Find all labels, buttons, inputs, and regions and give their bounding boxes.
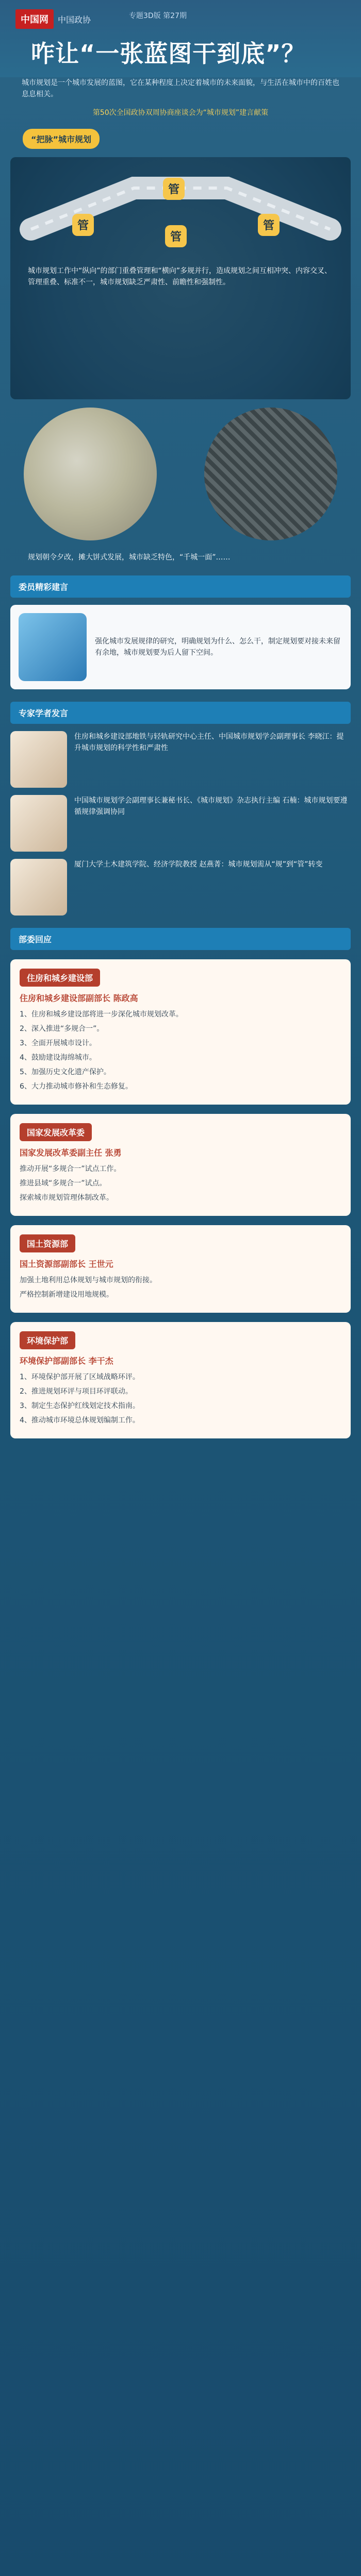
pipe-badge-center: 管 bbox=[165, 225, 187, 247]
brand-name: 中国政协 bbox=[58, 14, 91, 25]
pipe-badge-right: 管 bbox=[258, 214, 280, 236]
dept-item: 3、制定生态保护红线划定技术指南。 bbox=[20, 1402, 140, 1410]
dept-item: 探索城市规划管理体制改革。 bbox=[20, 1194, 113, 1202]
subtitle: 第50次全国政协双周协商座谈会为“城市规划”建言献策 bbox=[92, 109, 269, 117]
road-caption: 规划朝令夕改，摊大饼式发展，城市缺乏特色，“千城一面”…… bbox=[28, 553, 231, 562]
expert-item bbox=[10, 859, 351, 916]
dept-card-ndrc bbox=[10, 1114, 351, 1216]
header bbox=[0, 0, 361, 77]
section-tag: “把脉”城市规划 bbox=[23, 129, 100, 149]
expert-text: 中国城市规划学会副理事长兼秘书长、《城市规划》杂志执行主编 石楠：城市规划要遵循规律强调协同 bbox=[74, 796, 348, 816]
dept-card-env bbox=[10, 1322, 351, 1438]
road-text: 城市规划工作中“纵向”的部门重叠管理和“横向”多规并行，造成规划之间互相冲突、内容交叉、管理重叠、标准不一，城市规划缺乏严肃性、前瞻性和强制性。 bbox=[28, 267, 332, 286]
dept-item: 2、深入推进“多规合一”。 bbox=[20, 1025, 104, 1033]
issue-info bbox=[129, 10, 187, 21]
dept-mini-title: 住房和城乡建设部副部长 陈政高 bbox=[20, 993, 138, 1003]
dept-item: 5、加强历史文化遗产保护。 bbox=[20, 1068, 111, 1076]
suggest-quote bbox=[10, 605, 351, 689]
dept-card-land bbox=[10, 1225, 351, 1313]
expert-item bbox=[10, 731, 351, 788]
dept-item: 推动开展“多规合一”试点工作。 bbox=[20, 1165, 121, 1173]
dept-items bbox=[20, 1163, 341, 1204]
dept-mini-title: 国家发展改革委副主任 张勇 bbox=[20, 1148, 122, 1158]
dept-item: 3、全面开展城市设计。 bbox=[20, 1039, 96, 1047]
experts-list bbox=[0, 731, 361, 916]
expert-portrait bbox=[10, 731, 67, 788]
experts-title: 专家学者发言 bbox=[10, 702, 351, 724]
dept-items bbox=[20, 1275, 341, 1300]
pipe-badge-left: 管 bbox=[72, 214, 94, 236]
dept-item: 1、环境保护部开展了区域战略环评。 bbox=[20, 1373, 140, 1381]
brand bbox=[15, 9, 91, 29]
dept-items bbox=[20, 1371, 341, 1426]
dept-mini-title: 国土资源部副部长 王世元 bbox=[20, 1259, 113, 1269]
issue-number: 第27期 bbox=[163, 12, 187, 20]
dept-item: 推进县域“多规合一”试点。 bbox=[20, 1179, 107, 1188]
dept-item: 加强土地利用总体规划与城市规划的衔接。 bbox=[20, 1276, 157, 1284]
expert-portrait bbox=[10, 859, 67, 916]
dept-title: 住房和城乡建设部 bbox=[20, 969, 100, 987]
dept-mini-title: 环境保护部副部长 李干杰 bbox=[20, 1356, 113, 1366]
dept-card-housing bbox=[10, 959, 351, 1105]
suggest-quote-text: 强化城市发展规律的研究，明确规划为什么、怎么干，制定规划要对接未来留有余地，城市规划要为后人留下空间。 bbox=[95, 637, 340, 657]
section-planning bbox=[10, 129, 351, 563]
suggest-title: 委员精彩建言 bbox=[10, 575, 351, 598]
road-illustration bbox=[10, 157, 351, 399]
dept-item: 2、推进规划环评与项目环评联动。 bbox=[20, 1387, 133, 1396]
dept-items bbox=[20, 1009, 341, 1092]
brand-logo: 中国网 bbox=[15, 9, 54, 29]
photo-row bbox=[10, 408, 351, 552]
dept-title: 国土资源部 bbox=[20, 1234, 75, 1252]
dept-item: 6、大力推动城市修补和生态修复。 bbox=[20, 1082, 133, 1091]
dept-item: 严格控制新增建设用地规模。 bbox=[20, 1291, 113, 1299]
expert-item bbox=[10, 795, 351, 852]
page-title: 咋让“一张蓝图干到底”？ bbox=[31, 40, 306, 67]
column-name: 专题3D版 bbox=[129, 12, 161, 20]
expert-text: 住房和城乡建设部地铁与轻轨研究中心主任、中国城市规划学会副理事长 李晓江：提升城市规划的科学性和严肃性 bbox=[74, 733, 344, 752]
dept-item: 1、住房和城乡建设部将进一步深化城市规划改革。 bbox=[20, 1010, 183, 1019]
committee-portrait bbox=[19, 613, 87, 681]
intro-text: 城市规划是一个城市发展的蓝图，它在某种程度上决定着城市的未来面貌，与生活在城市中的百姓也息息相关。 bbox=[22, 79, 339, 98]
dept-title: 国家发展改革委 bbox=[20, 1123, 92, 1141]
dept-title: 环境保护部 bbox=[20, 1331, 75, 1349]
pipe-badge-top: 管 bbox=[163, 178, 185, 200]
city-photo-right bbox=[204, 408, 337, 540]
departments-title: 部委回应 bbox=[10, 928, 351, 950]
city-photo-left bbox=[24, 408, 157, 540]
expert-portrait bbox=[10, 795, 67, 852]
dept-item: 4、推动城市环境总体规划编制工作。 bbox=[20, 1416, 140, 1425]
expert-text: 厦门大学土木建筑学院、经济学院教授 赵燕菁：城市规划需从“规”到“管”转变 bbox=[74, 860, 323, 869]
dept-item: 4、鼓励建设海绵城市。 bbox=[20, 1054, 96, 1062]
